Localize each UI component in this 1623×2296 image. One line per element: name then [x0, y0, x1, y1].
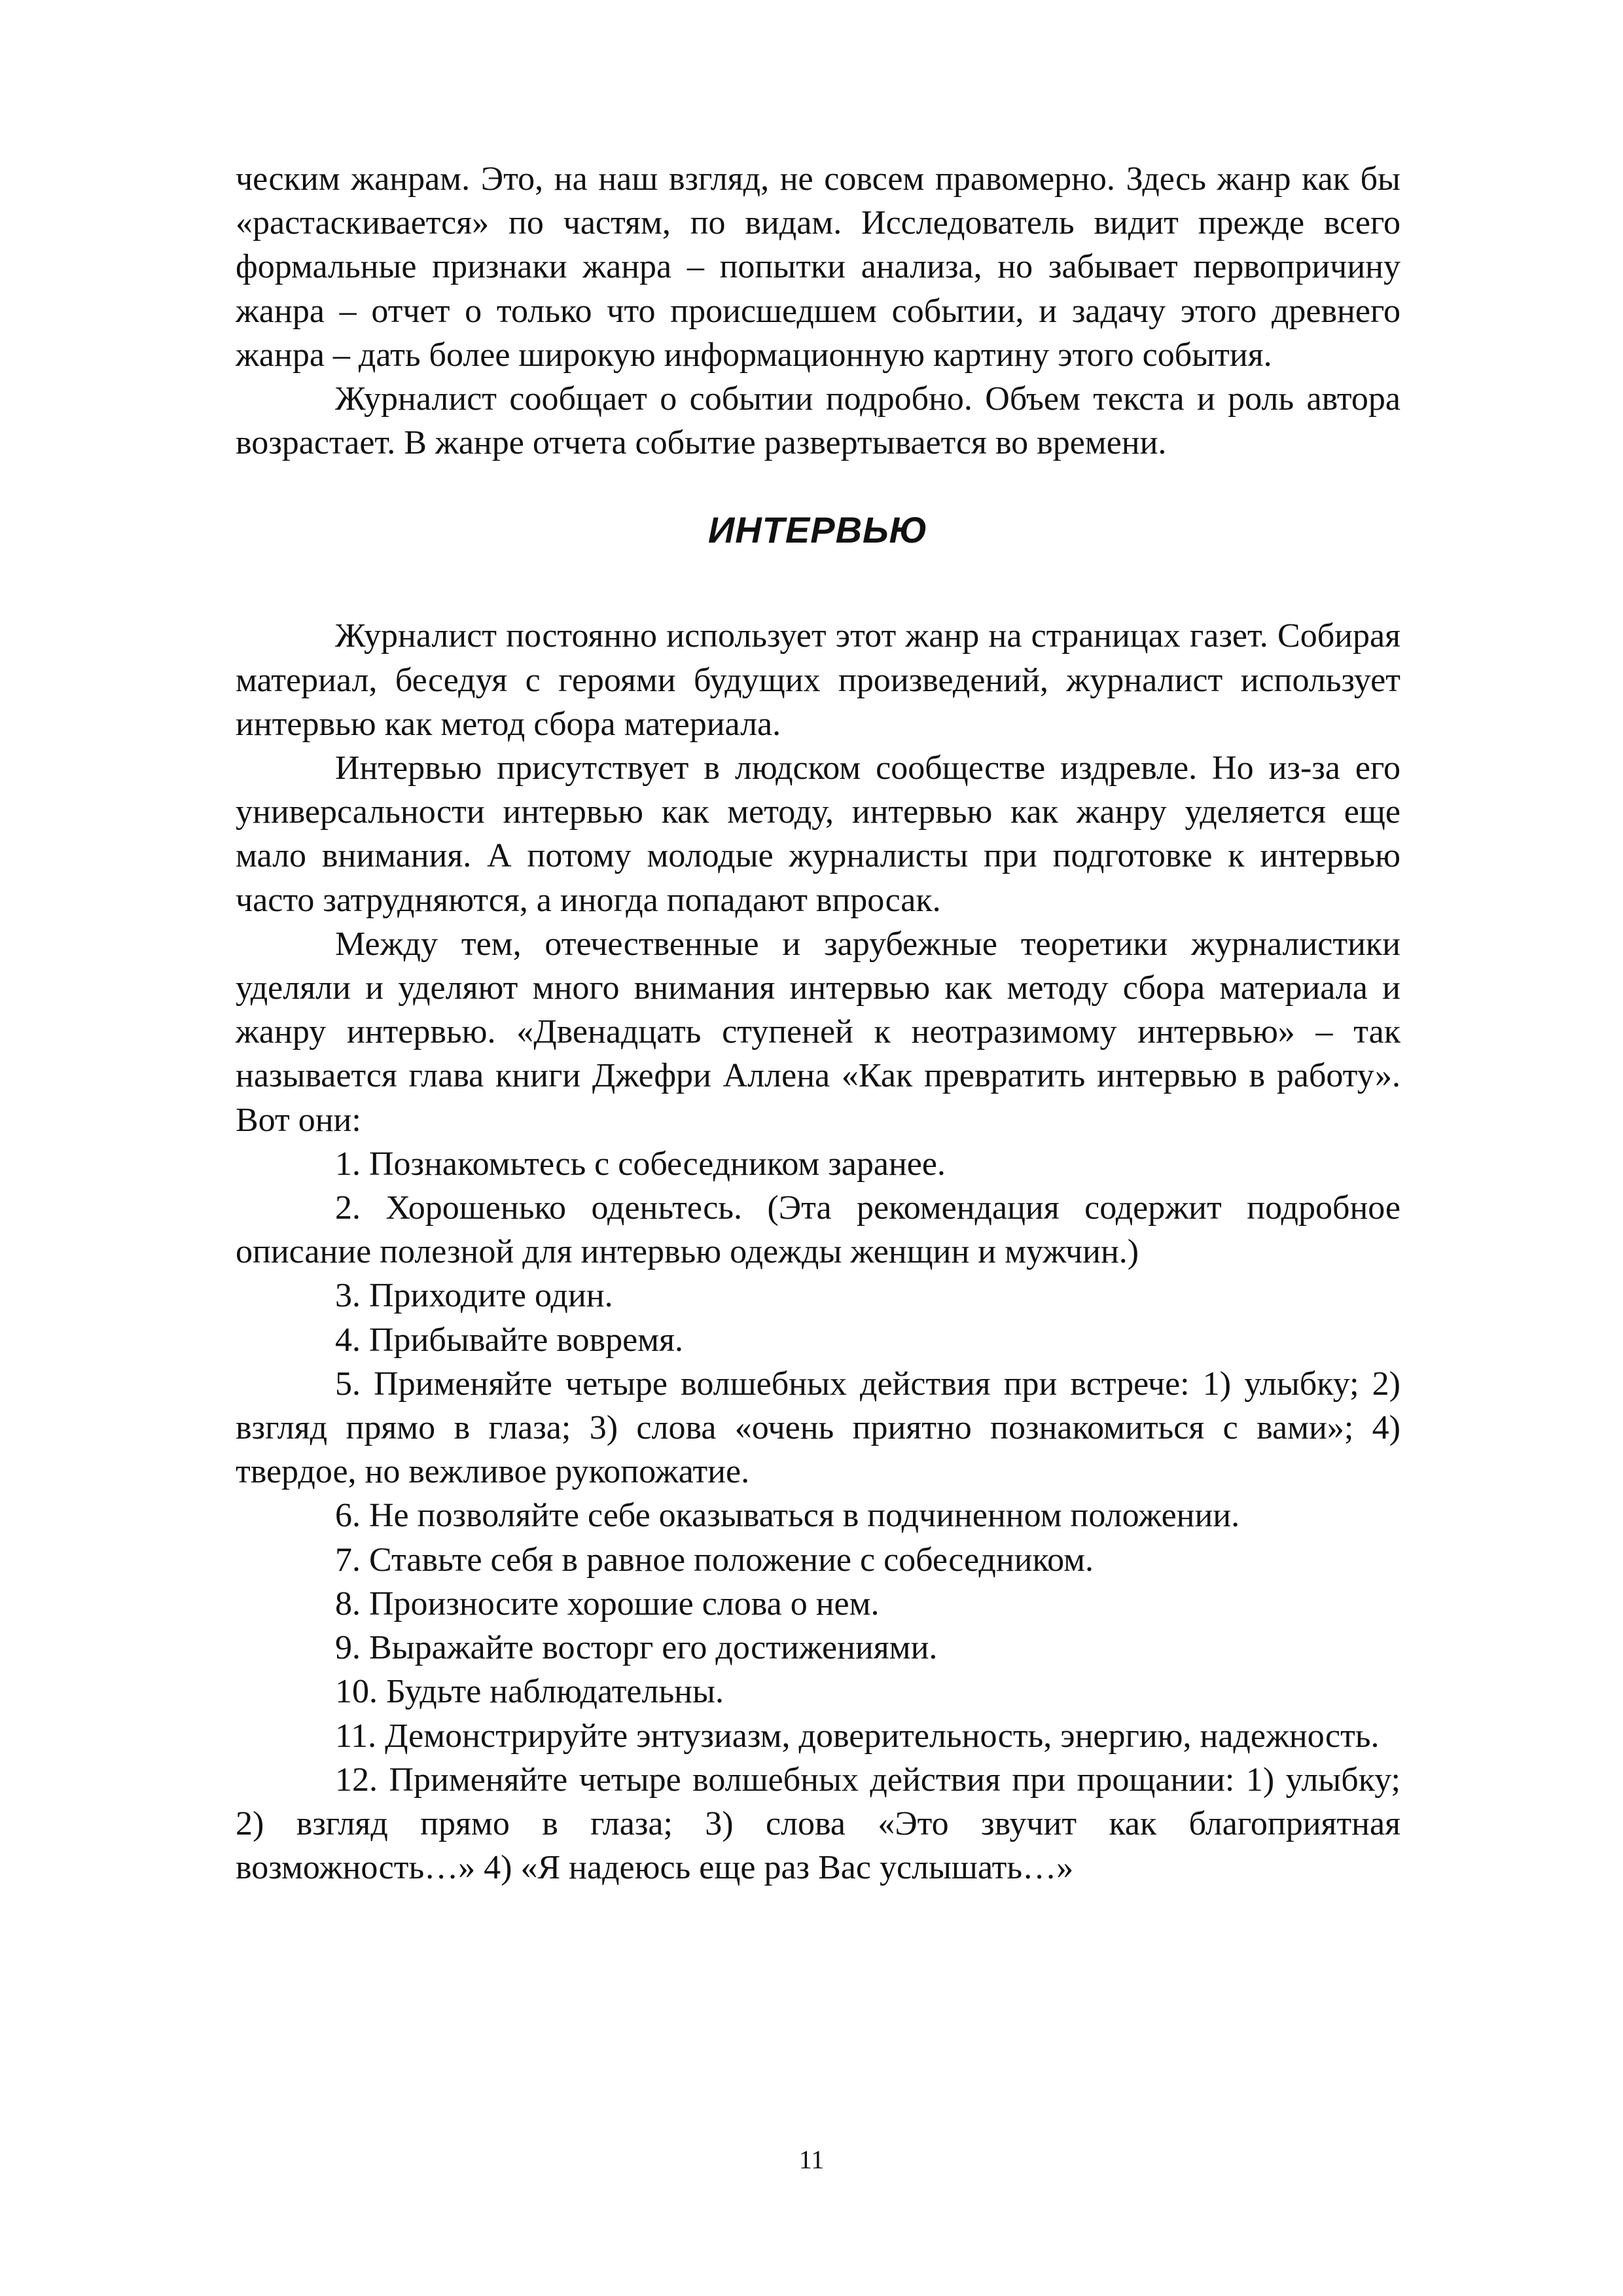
paragraph-interview-usage: Журналист постоянно использует этот жанр на страницах газет. Собирая материал, беседуя с героями будущих произведений, журналист использует интервью как метод сбора материала. — [236, 617, 1400, 743]
list-item-step-11: 11. Демонстрируйте энтузиазм, доверительность, энергию, надежность. — [335, 1717, 1380, 1755]
list-item-step-7: 7. Ставьте себя в равное положение с собеседником. — [335, 1541, 1094, 1579]
list-item-step-6: 6. Не позволяйте себе оказываться в подчиненном положении. — [335, 1497, 1240, 1535]
paragraph-continuation: ческим жанрам. Это, на наш взгляд, не совсем правомерно. Здесь жанр как бы «растаскивается» по частям, по видам. Исследователь видит прежде всего формальные признаки жанра – попытки анализа, но забывает первопричину жанра – отчет о только что происшедшем событии, и задачу этого древнего жанра – дать более широкую информационную картину этого события. — [236, 160, 1400, 374]
list-item-step-10: 10. Будьте наблюдательны. — [335, 1673, 724, 1711]
list-item-step-3: 3. Приходите один. — [335, 1277, 613, 1315]
list-item-step-8: 8. Произносите хорошие слова о нем. — [335, 1585, 880, 1623]
page-number: 11 — [798, 2145, 825, 2174]
section-heading: ИНТЕРВЬЮ — [707, 509, 929, 551]
list-item-step-9: 9. Выражайте восторг его достижениями. — [335, 1629, 938, 1667]
list-item-step-4: 4. Прибывайте вовремя. — [335, 1321, 684, 1359]
paragraph-report-detail: Журналист сообщает о событии подробно. Объем текста и роль автора возрастает. В жанре отчета событие развертывается во времени. — [236, 380, 1400, 462]
list-item-step-2: 2. Хорошенько оденьтесь. (Эта рекомендация содержит подробное описание полезной для интервью одежды женщин и мужчин.) — [236, 1189, 1400, 1271]
paragraph-interview-history: Интервью присутствует в людском сообществе издревле. Но из-за его универсальности интервью как методу, интервью как жанру уделяется еще мало внимания. А потому молодые журналисты при подготовке к интервью часто затрудняются, а иногда попадают впросак. — [236, 749, 1400, 919]
list-item-step-5: 5. Применяйте четыре волшебных действия при встрече: 1) улыбку; 2) взгляд прямо в глаза; 3) слова «очень приятно познакомиться с вами»; 4) твердое, но вежливое рукопожатие. — [236, 1365, 1400, 1491]
paragraph-theorists: Между тем, отечественные и зарубежные теоретики журналистики уделяли и уделяют много внимания интервью как методу сбора материала и жанру интервью. «Двенадцать ступеней к неотразимому интервью» – так называется глава книги Джефри Аллена «Как превратить интервью в работу». Вот они: — [236, 925, 1400, 1139]
list-item-step-1: 1. Познакомьтесь с собеседником заранее. — [335, 1145, 946, 1183]
list-item-step-12: 12. Применяйте четыре волшебных действия при прощании: 1) улыбку; 2) взгляд прямо в глаза; 3) слова «Это звучит как благоприятная возможность…» 4) «Я надеюсь еще раз Вас услышать…» — [236, 1761, 1400, 1887]
document-page — [236, 157, 1400, 1890]
